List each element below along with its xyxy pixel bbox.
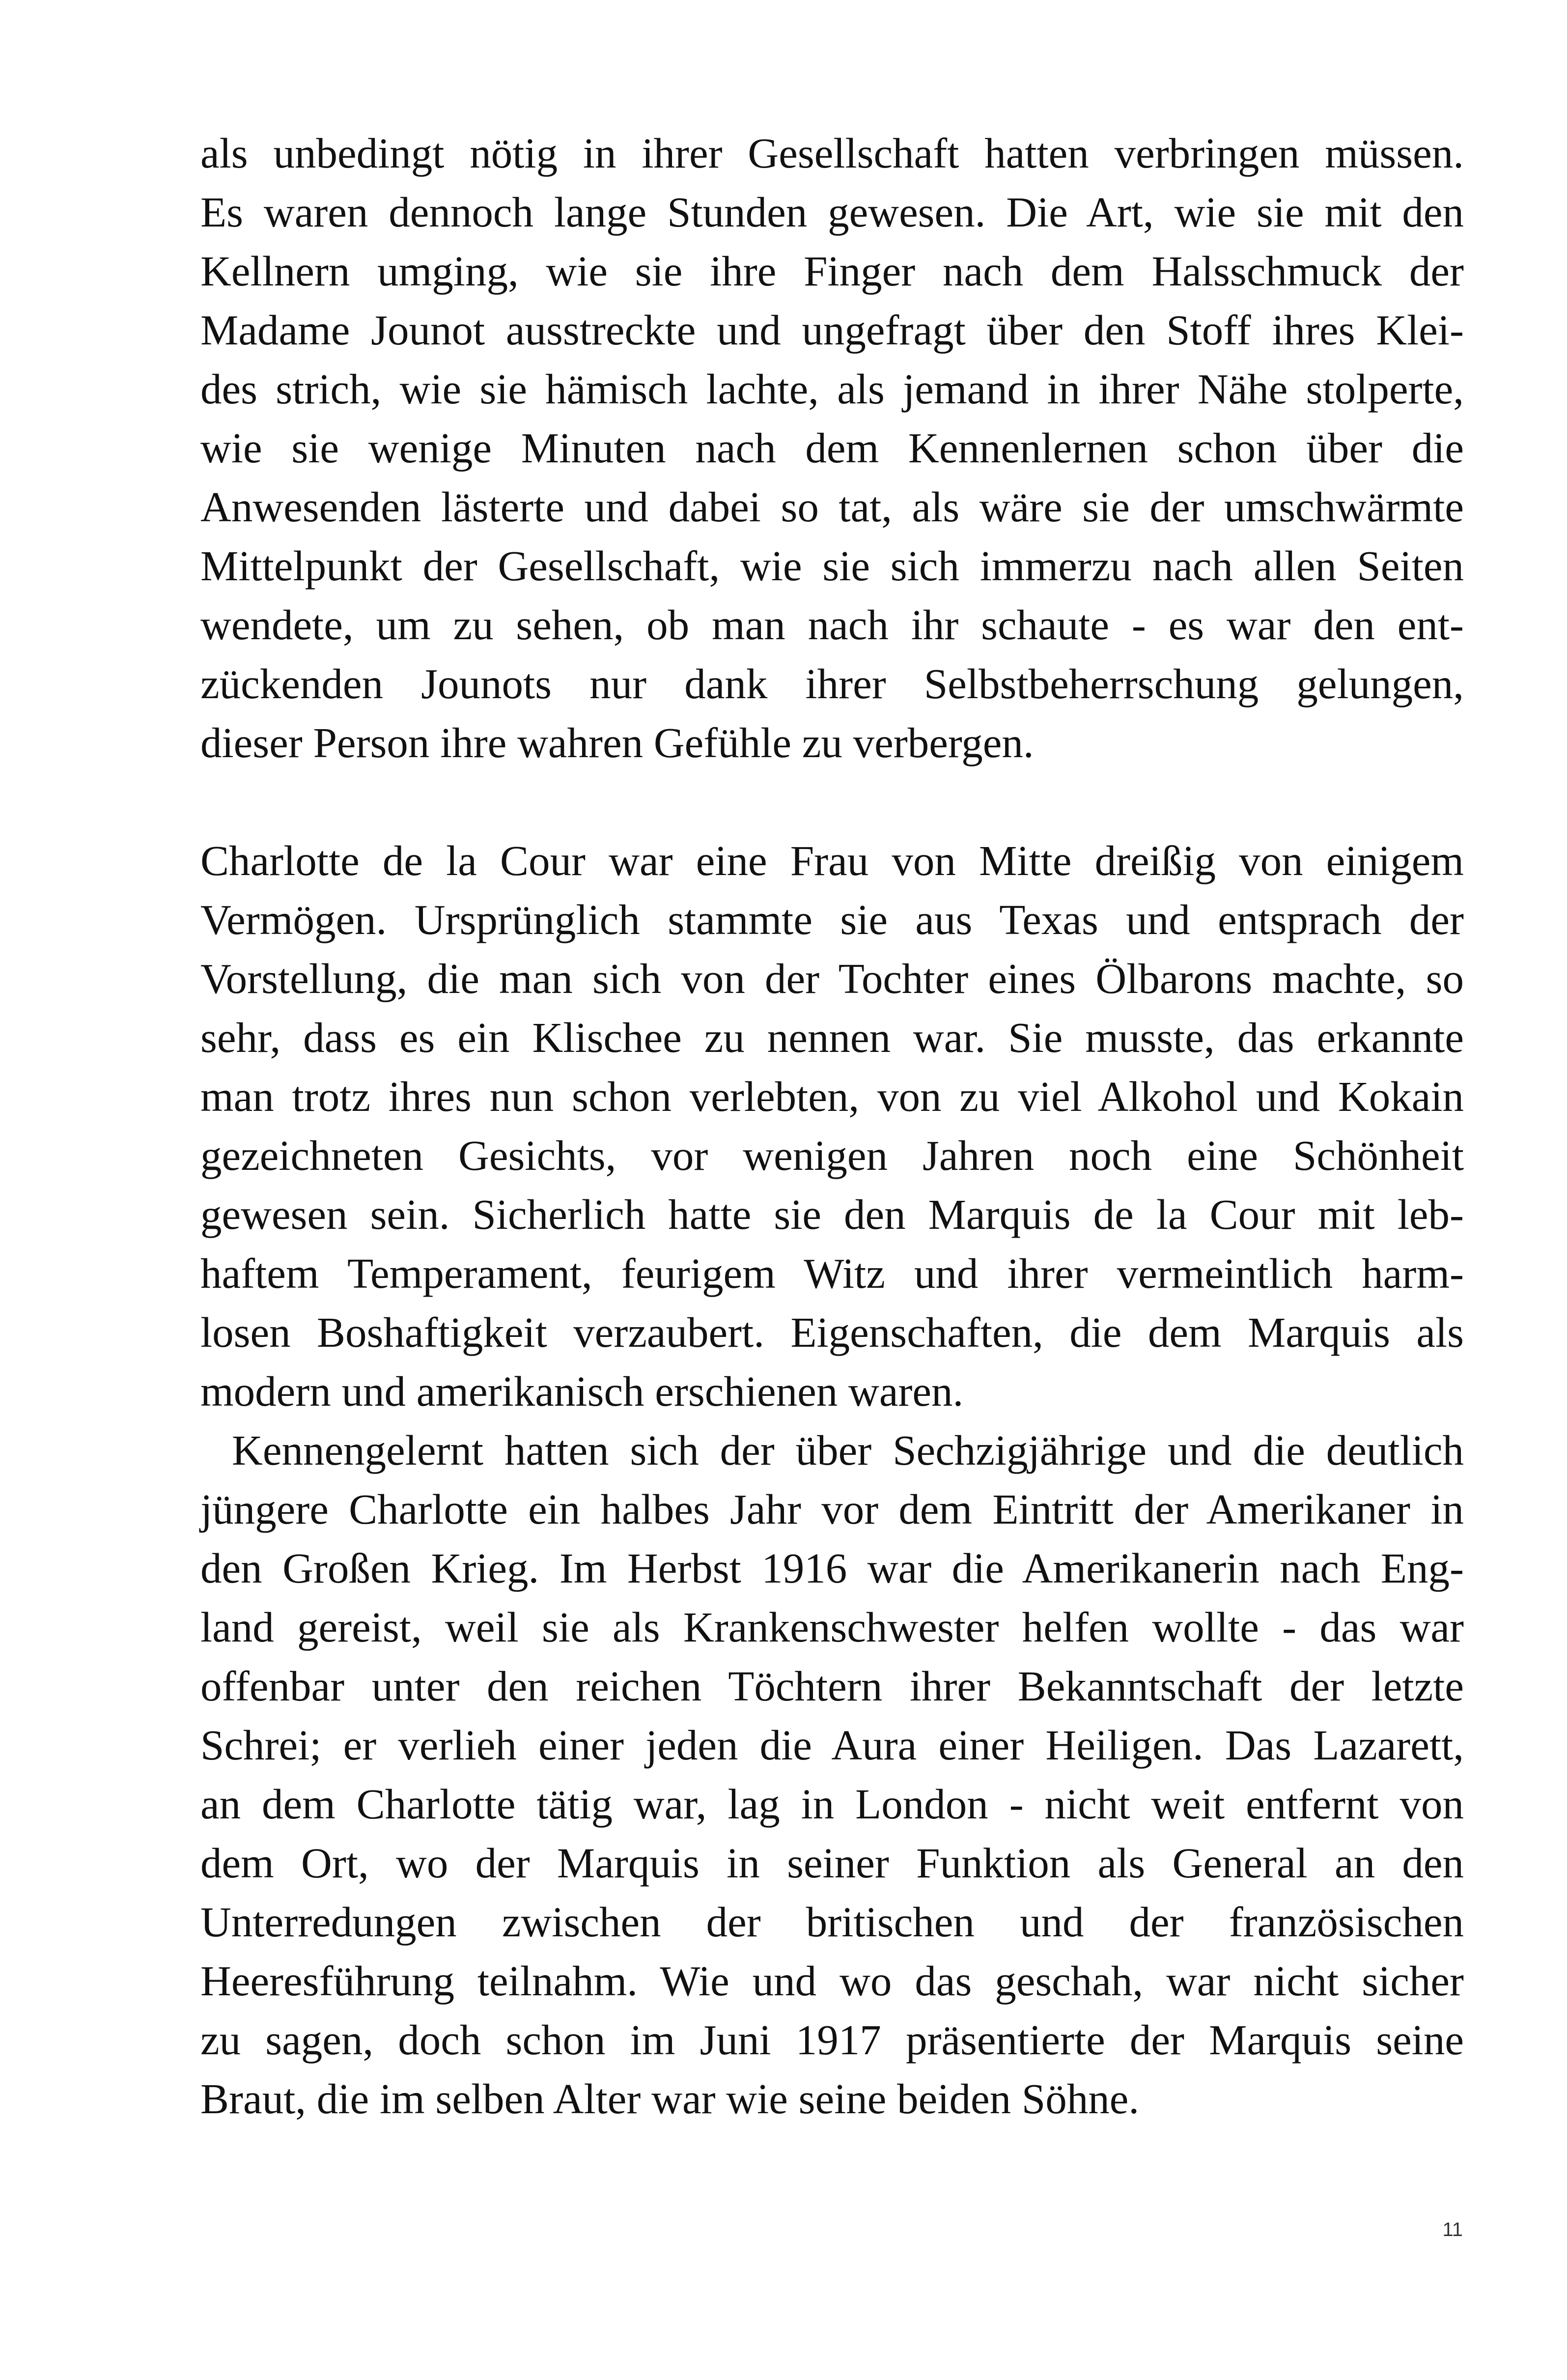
text-line: offenbar unter den reichen Töchtern ihrer Bekanntschaft der letzte [200,1662,1464,1710]
text-line: an dem Charlotte tätig war, lag in London - nicht weit entfernt von [200,1780,1464,1828]
text-line: Kennengelernt hatten sich der über Sechzigjährige und die deutlich [232,1426,1464,1474]
text-line: Schrei; er verlieh einer jeden die Aura einer Heiligen. Das Lazarett, [200,1721,1464,1769]
text-line: Braut, die im selben Alter war wie seine beiden Söhne. [200,2075,1140,2123]
text-line: losen Boshaftigkeit verzaubert. Eigenschaften, die dem Marquis als [200,1308,1464,1356]
text-line: den Großen Krieg. Im Herbst 1916 war die Amerikanerin nach Eng- [200,1544,1464,1592]
text-line: Unterredungen zwischen der britischen und der französischen [200,1898,1464,1946]
text-line: Madame Jounot ausstreckte und ungefragt über den Stoff ihres Klei- [200,306,1464,354]
text-line: modern und amerikanisch erschienen waren. [200,1367,964,1415]
paragraph [200,831,1464,1421]
text-line: man trotz ihres nun schon verlebten, von zu viel Alkohol und Kokain [200,1073,1464,1120]
text-line: zückenden Jounots nur dank ihrer Selbstbeherrschung gelungen, [200,660,1464,708]
text-line: Vorstellung, die man sich von der Tochter eines Ölbarons machte, so [200,955,1464,1002]
text-line: als unbedingt nötig in ihrer Gesellschaft hatten verbringen müssen. [200,129,1464,177]
text-line: haftem Temperament, feurigem Witz und ihrer vermeintlich harm- [200,1249,1464,1297]
text-line: Heeresführung teilnahm. Wie und wo das geschah, war nicht sicher [200,1957,1464,2005]
text-line: zu sagen, doch schon im Juni 1917 präsentierte der Marquis seine [200,2016,1464,2064]
text-line: Vermögen. Ursprünglich stammte sie aus Texas und entsprach der [200,896,1464,943]
text-line: land gereist, weil sie als Krankenschwester helfen wollte - das war [200,1603,1464,1651]
text-line: Mittelpunkt der Gesellschaft, wie sie sich immerzu nach allen Seiten [200,542,1464,590]
text-line: sehr, dass es ein Klischee zu nennen war. Sie musste, das erkannte [200,1014,1464,1061]
text-line: jüngere Charlotte ein halbes Jahr vor dem Eintritt der Amerikaner in [200,1485,1464,1533]
page-number: 11 [1442,2219,1463,2240]
text-line: gewesen sein. Sicherlich hatte sie den Marquis de la Cour mit leb- [200,1190,1464,1238]
paragraph [200,1421,1464,2128]
paragraph [200,124,1464,772]
text-line: Charlotte de la Cour war eine Frau von Mitte dreißig von einigem [200,837,1464,884]
text-line: Es waren dennoch lange Stunden gewesen. Die Art, wie sie mit den [200,188,1464,236]
text-line: wie sie wenige Minuten nach dem Kennenlernen schon über die [200,424,1464,472]
text-line: dieser Person ihre wahren Gefühle zu verbergen. [200,719,1034,766]
text-line: des strich, wie sie hämisch lachte, als jemand in ihrer Nähe stolperte, [200,365,1464,413]
text-line: Anwesenden lästerte und dabei so tat, als wäre sie der umschwärmte [200,483,1464,531]
text-line: dem Ort, wo der Marquis in seiner Funktion als General an den [200,1839,1464,1887]
text-line: wendete, um zu sehen, ob man nach ihr schaute - es war den ent- [200,601,1464,649]
text-line: gezeichneten Gesichts, vor wenigen Jahren noch eine Schönheit [200,1132,1464,1179]
text-line: Kellnern umging, wie sie ihre Finger nach dem Halsschmuck der [200,247,1464,295]
